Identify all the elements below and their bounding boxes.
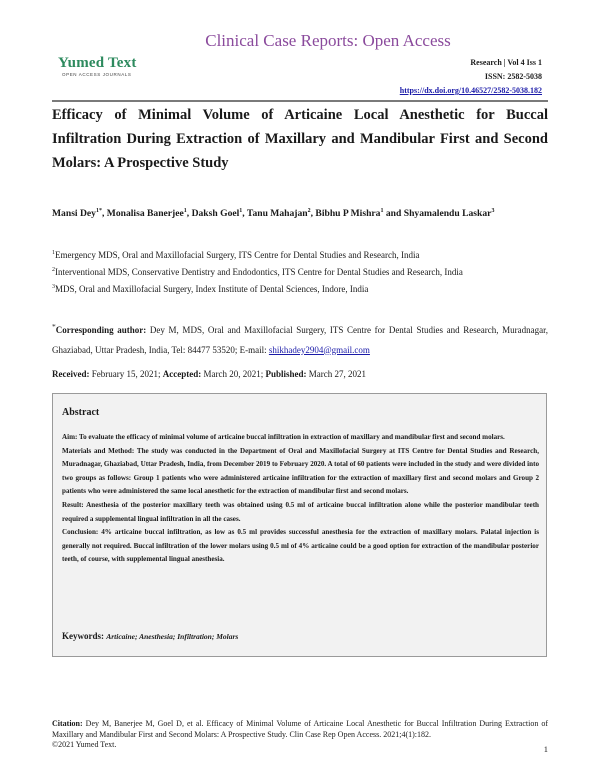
abstract-body [62,431,539,567]
affiliation: $^2$Interventional MDS, Conservative Dentistry and Endodontics, ITS Centre for Dental Studies and Research, India [52,267,463,277]
publisher-logo-subtitle: OPEN ACCESS JOURNALS [62,72,132,77]
publication-dates: Received: February 15, 2021; Accepted: March 20, 2021; Published: March 27, 2021 [52,369,366,379]
abstract-aim: Aim: To evaluate the efficacy of minimal volume of articaine buccal infiltration in extraction of maxillary and mandibular first and second molars. [62,433,505,441]
page-number: 1 [543,744,548,754]
abstract-methods: Materials and Method: The study was conducted in the Department of Oral and Maxillofacial Surgery at ITS Centre for Dental Studies and Research, Muradnagar, Ghaziabad, Uttar Pradesh, India, from December 2019 to February 2020. A total of 60 patients were included in the study and were divided into two groups as follows: Group 1 patients who were administered articaine infiltration for the extraction of maxillary first and second molars and Group 2 patients who were administered the same local anesthetic for the extraction of mandibular first and second molars. [62,446,539,496]
doi-link[interactable]: https://dx.doi.org/10.46527/2582-5038.182 [399,86,542,95]
email-link[interactable]: shikhadey2904@gmail.com [268,344,370,355]
citation: Citation: Dey M, Banerjee M, Goel D, et al. Efficacy of Minimal Volume of Articaine Local Anesthetic for Buccal Infiltration During Extraction of Maxillary and Mandibular First and Second Molars: A Prospective Study. Clin Case Rep Open Access. 2021;4(1):182. ©2021 Yumed Text. [52,719,548,749]
abstract-result: Result: Anesthesia of the posterior maxillary teeth was obtained using 0.5 ml of articaine buccal infiltration alone while the posterior mandibular teeth required a supplemental lingual infiltration in all the cases. [62,500,539,523]
abstract-conclusion: Conclusion: 4% articaine buccal infiltration, as low as 0.5 ml provides successful anesthesia for the extraction of maxillary molars. Palatal injection is generally not required. Buccal infiltration of the lower molars using 0.5 ml of 4% articaine could be a good option for extraction of the mandibular posterior teeth, of course, with supplemental lingual anesthesia. [62,528,539,564]
abstract-heading: Abstract [62,407,100,418]
volume-info: Research | Vol 4 Iss 1 [470,58,542,67]
header-divider [52,100,548,102]
author-name: Tanu Mahajan [246,208,308,220]
author-name: Bibhu P Mishra [315,208,381,220]
corresponding-author: *Corresponding author: Dey M, MDS, Oral and Maxillofacial Surgery, ITS Centre for Dental Studies and Research, Muradnagar, Ghaziabad, Uttar Pradesh, India, Tel: 84477 53520; E-mail: shikhadey2904@gmail.com [52,322,548,355]
publisher-logo: Yumed Text [58,55,137,71]
issn: ISSN: 2582-5038 [484,72,542,81]
affiliation: $^1$Emergency MDS, Oral and Maxillofacial Surgery, ITS Centre for Dental Studies and Research, India [52,250,420,260]
affiliation: $^3$MDS, Oral and Maxillofacial Surgery, Index Institute of Dental Sciences, Indore, India [52,284,369,294]
journal-title: Clinical Case Reports: Open Access [205,31,451,50]
author-name: Shyamalendu Laskar [403,208,492,220]
copyright: ©2021 Yumed Text. [52,740,117,749]
author-name: Daksh Goel [191,208,240,220]
article-title: Efficacy of Minimal Volume of Articaine Local Anesthetic for Buccal Infiltration During Extraction of Maxillary and Mandibular First and Second Molars: A Prospective Study [52,107,548,171]
keywords: Keywords: Articaine; Anesthesia; Infiltration; Molars [62,631,239,641]
author-name: Mansi Dey [52,208,96,220]
author-name: Monalisa Banerjee [106,208,184,220]
author-list: Mansi Dey$^{1*}$, Monalisa Banerjee$^1$, Daksh Goel$^1$, Tanu Mahajan$^2$, Bibhu P Mishra$^1$ and Shyamalendu Laskar$^3$ [52,208,495,220]
